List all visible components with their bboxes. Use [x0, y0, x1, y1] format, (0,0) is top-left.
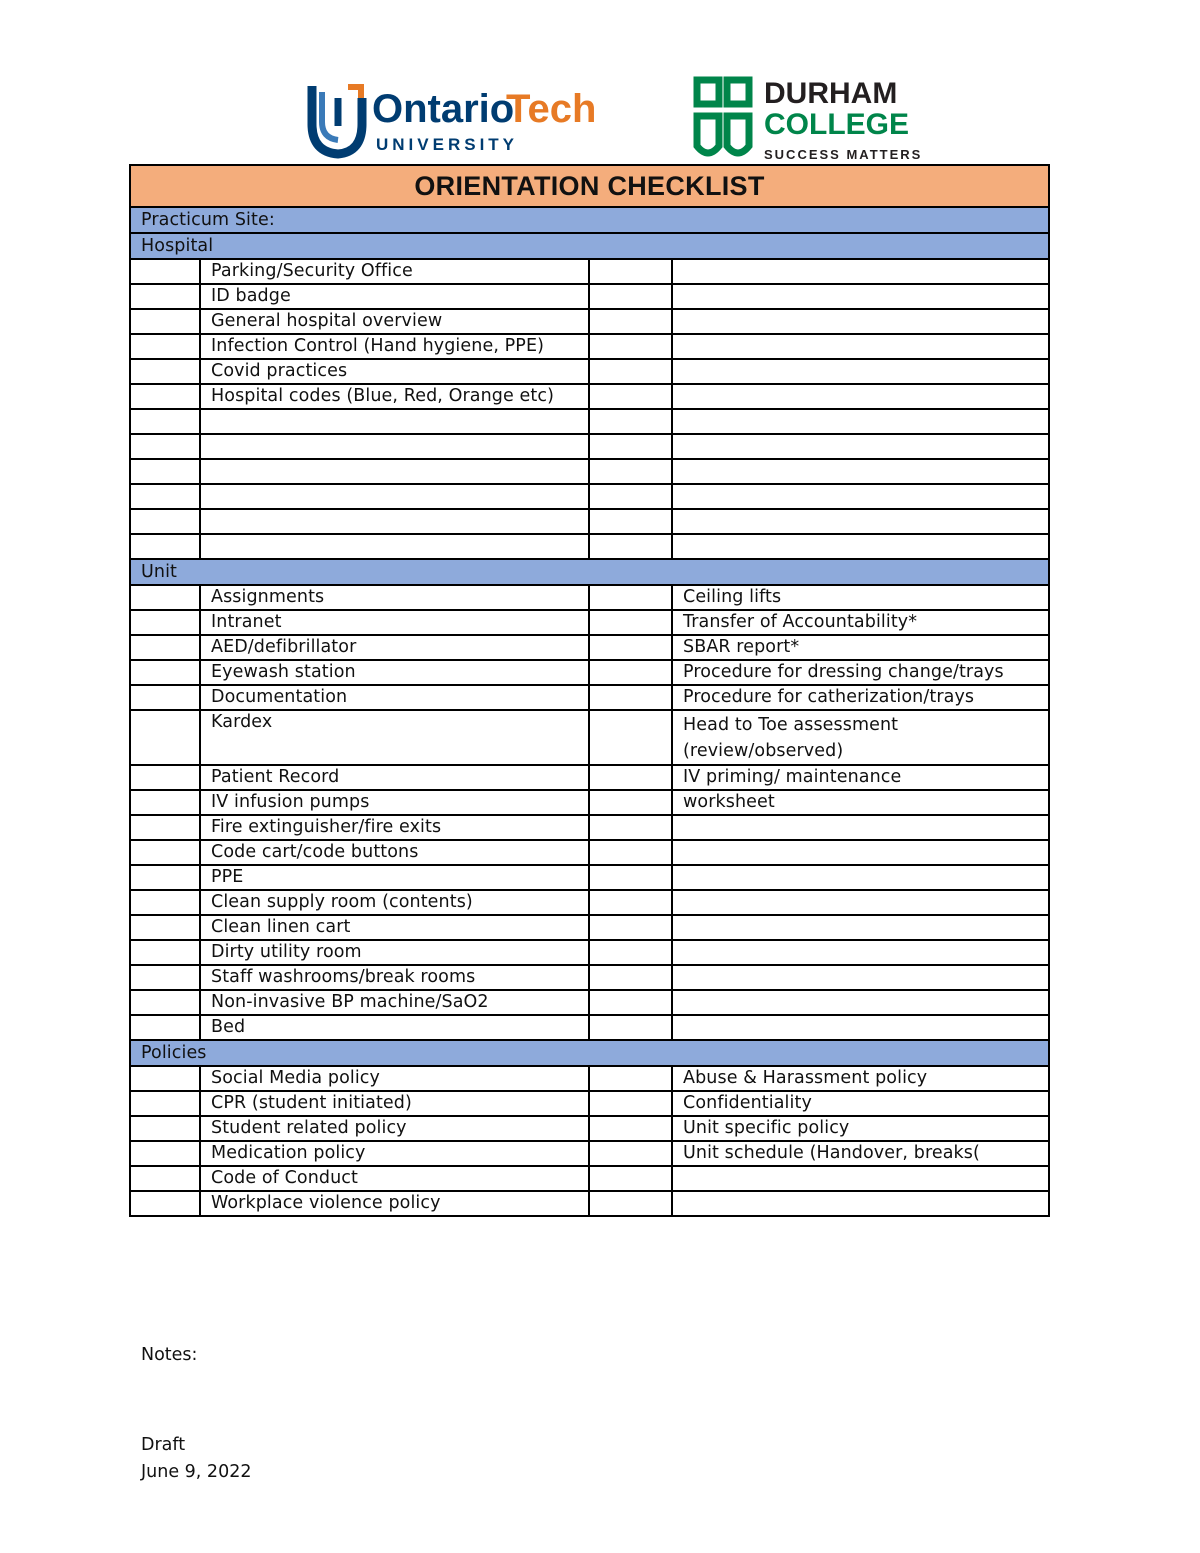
table-row [130, 309, 1049, 334]
check-cell[interactable] [589, 1015, 672, 1040]
item-label: Assignments [200, 585, 589, 610]
table-row [130, 1141, 1049, 1166]
check-cell[interactable] [130, 459, 200, 484]
document-date: June 9, 2022 [141, 1462, 252, 1482]
table-row [130, 940, 1049, 965]
item-label: IV infusion pumps [200, 790, 589, 815]
table-row [130, 840, 1049, 865]
table-row [130, 710, 1049, 765]
check-cell[interactable] [589, 965, 672, 990]
item-label [672, 359, 1049, 384]
item-label: Abuse & Harassment policy [672, 1066, 1049, 1091]
item-label: Staff washrooms/break rooms [200, 965, 589, 990]
check-cell[interactable] [589, 610, 672, 635]
item-label: Intranet [200, 610, 589, 635]
item-label: Procedure for dressing change/trays [672, 660, 1049, 685]
section-label-hospital: Hospital [130, 233, 1049, 259]
section-label-unit: Unit [130, 559, 1049, 585]
check-cell[interactable] [130, 1141, 200, 1166]
check-cell[interactable] [130, 710, 200, 765]
check-cell[interactable] [589, 1116, 672, 1141]
item-label: Patient Record [200, 765, 589, 790]
blank-cell[interactable] [672, 534, 1049, 559]
check-cell[interactable] [589, 259, 672, 284]
ontario-tech-wordmark-1: Ontario [372, 87, 515, 131]
table-row [130, 1191, 1049, 1216]
item-label: AED/defibrillator [200, 635, 589, 660]
check-cell[interactable] [589, 384, 672, 409]
item-label: Bed [200, 1015, 589, 1040]
empty-row [130, 534, 1049, 559]
ontario-tech-wordmark-2: Tech [506, 87, 597, 131]
check-cell[interactable] [130, 359, 200, 384]
check-cell[interactable] [130, 259, 200, 284]
check-cell[interactable] [589, 1141, 672, 1166]
check-cell[interactable] [130, 309, 200, 334]
table-row [130, 259, 1049, 284]
check-cell[interactable] [589, 585, 672, 610]
check-cell[interactable] [130, 865, 200, 890]
empty-row [130, 509, 1049, 534]
check-cell[interactable] [589, 284, 672, 309]
check-cell[interactable] [589, 459, 672, 484]
check-cell[interactable] [589, 710, 672, 765]
footer [141, 1432, 251, 1486]
item-label: Kardex [200, 710, 589, 765]
table-row [130, 1091, 1049, 1116]
check-cell[interactable] [589, 334, 672, 359]
check-cell[interactable] [130, 890, 200, 915]
table-row [130, 865, 1049, 890]
item-label: ID badge [200, 284, 589, 309]
item-label [672, 815, 1049, 840]
item-label: Confidentiality [672, 1091, 1049, 1116]
item-label: Documentation [200, 685, 589, 710]
table-row [130, 384, 1049, 409]
check-cell[interactable] [130, 635, 200, 660]
check-cell[interactable] [130, 915, 200, 940]
check-cell[interactable] [130, 940, 200, 965]
check-cell[interactable] [589, 1066, 672, 1091]
item-label [672, 890, 1049, 915]
table-row [130, 334, 1049, 359]
item-label [672, 1166, 1049, 1191]
check-cell[interactable] [589, 534, 672, 559]
practicum-site-row [130, 207, 1049, 233]
check-cell[interactable] [130, 585, 200, 610]
item-label [672, 1191, 1049, 1216]
check-cell[interactable] [130, 660, 200, 685]
item-label: Unit schedule (Handover, breaks( [672, 1141, 1049, 1166]
item-label: Fire extinguisher/fire exits [200, 815, 589, 840]
check-cell[interactable] [130, 790, 200, 815]
check-cell[interactable] [589, 940, 672, 965]
item-label [672, 915, 1049, 940]
item-label [672, 1015, 1049, 1040]
item-label [672, 309, 1049, 334]
check-cell[interactable] [130, 434, 200, 459]
item-label: Dirty utility room [200, 940, 589, 965]
item-label [672, 940, 1049, 965]
ontario-tech-subtitle: UNIVERSITY [376, 135, 519, 154]
draft-label: Draft [141, 1435, 186, 1455]
item-label: Parking/Security Office [200, 259, 589, 284]
item-label: Code of Conduct [200, 1166, 589, 1191]
blank-cell[interactable] [200, 434, 589, 459]
blank-cell[interactable] [200, 534, 589, 559]
table-row [130, 284, 1049, 309]
check-cell[interactable] [130, 384, 200, 409]
check-cell[interactable] [589, 484, 672, 509]
check-cell[interactable] [130, 840, 200, 865]
item-label: General hospital overview [200, 309, 589, 334]
item-label [672, 965, 1049, 990]
success-matters-tagline: SUCCESS MATTERS [764, 147, 923, 162]
check-cell[interactable] [130, 1166, 200, 1191]
check-cell[interactable] [589, 890, 672, 915]
item-label: CPR (student initiated) [200, 1091, 589, 1116]
check-cell[interactable] [589, 509, 672, 534]
blank-cell[interactable] [672, 484, 1049, 509]
check-cell[interactable] [589, 660, 672, 685]
table-row [130, 815, 1049, 840]
checklist-title-row [130, 165, 1049, 207]
check-cell[interactable] [589, 685, 672, 710]
check-cell[interactable] [130, 334, 200, 359]
check-cell[interactable] [130, 1191, 200, 1216]
empty-row [130, 434, 1049, 459]
check-cell[interactable] [589, 635, 672, 660]
item-label: Social Media policy [200, 1066, 589, 1091]
table-row [130, 1116, 1049, 1141]
check-cell[interactable] [589, 409, 672, 434]
item-label: Medication policy [200, 1141, 589, 1166]
empty-row [130, 459, 1049, 484]
item-label: Head to Toe assessment (review/observed) [672, 710, 1049, 765]
check-cell[interactable] [130, 610, 200, 635]
check-cell[interactable] [130, 990, 200, 1015]
check-cell[interactable] [589, 815, 672, 840]
check-cell[interactable] [130, 509, 200, 534]
item-label [672, 259, 1049, 284]
item-label: Workplace violence policy [200, 1191, 589, 1216]
item-label: Student related policy [200, 1116, 589, 1141]
check-cell[interactable] [589, 915, 672, 940]
item-label: Hospital codes (Blue, Red, Orange etc) [200, 384, 589, 409]
item-label: SBAR report* [672, 635, 1049, 660]
table-row [130, 1066, 1049, 1091]
item-label: Ceiling lifts [672, 585, 1049, 610]
table-row [130, 585, 1049, 610]
blank-cell[interactable] [200, 484, 589, 509]
table-row [130, 1015, 1049, 1040]
table-row [130, 990, 1049, 1015]
item-label [672, 840, 1049, 865]
blank-cell[interactable] [200, 459, 589, 484]
table-row [130, 790, 1049, 815]
table-row [130, 1166, 1049, 1191]
blank-cell[interactable] [672, 434, 1049, 459]
check-cell[interactable] [589, 790, 672, 815]
check-cell[interactable] [589, 359, 672, 384]
checklist-title: ORIENTATION CHECKLIST [130, 165, 1049, 207]
check-cell[interactable] [130, 965, 200, 990]
table-row [130, 359, 1049, 384]
durham-college-logo [694, 76, 923, 164]
check-cell[interactable] [589, 1166, 672, 1191]
table-row [130, 765, 1049, 790]
check-cell[interactable] [589, 840, 672, 865]
check-cell[interactable] [130, 685, 200, 710]
item-label: IV priming/ maintenance [672, 765, 1049, 790]
item-label [672, 865, 1049, 890]
item-label [672, 384, 1049, 409]
check-cell[interactable] [589, 765, 672, 790]
orientation-checklist-table [129, 164, 1050, 1217]
table-row [130, 965, 1049, 990]
item-label: Clean linen cart [200, 915, 589, 940]
check-cell[interactable] [589, 990, 672, 1015]
check-cell[interactable] [130, 534, 200, 559]
item-label: Eyewash station [200, 660, 589, 685]
blank-cell[interactable] [672, 459, 1049, 484]
check-cell[interactable] [589, 1091, 672, 1116]
item-label [672, 334, 1049, 359]
item-label: Clean supply room (contents) [200, 890, 589, 915]
blank-cell[interactable] [672, 509, 1049, 534]
blank-cell[interactable] [200, 409, 589, 434]
table-row [130, 915, 1049, 940]
check-cell[interactable] [130, 815, 200, 840]
item-label: Unit specific policy [672, 1116, 1049, 1141]
check-cell[interactable] [130, 1066, 200, 1091]
table-row [130, 635, 1049, 660]
item-label [672, 284, 1049, 309]
table-row [130, 660, 1049, 685]
check-cell[interactable] [589, 434, 672, 459]
item-label: Procedure for catherization/trays [672, 685, 1049, 710]
table-row [130, 685, 1049, 710]
item-label: Non-invasive BP machine/SaO2 [200, 990, 589, 1015]
check-cell[interactable] [589, 865, 672, 890]
check-cell[interactable] [130, 284, 200, 309]
header-logos [0, 0, 1200, 165]
durham-wordmark: DURHAM [764, 77, 898, 110]
item-label: PPE [200, 865, 589, 890]
practicum-site-label: Practicum Site: [130, 207, 1049, 233]
check-cell[interactable] [130, 1091, 200, 1116]
item-label [672, 990, 1049, 1015]
check-cell[interactable] [130, 409, 200, 434]
item-label: worksheet [672, 790, 1049, 815]
section-label-policies: Policies [130, 1040, 1049, 1066]
item-label: Covid practices [200, 359, 589, 384]
check-cell[interactable] [130, 765, 200, 790]
check-cell[interactable] [130, 1116, 200, 1141]
empty-row [130, 409, 1049, 434]
blank-cell[interactable] [672, 409, 1049, 434]
item-label: Infection Control (Hand hygiene, PPE) [200, 334, 589, 359]
blank-cell[interactable] [200, 509, 589, 534]
college-wordmark: COLLEGE [764, 108, 910, 141]
item-label: Transfer of Accountability* [672, 610, 1049, 635]
check-cell[interactable] [589, 1191, 672, 1216]
item-label: Code cart/code buttons [200, 840, 589, 865]
check-cell[interactable] [130, 484, 200, 509]
section-header-hospital [130, 233, 1049, 259]
notes-label: Notes: [141, 1345, 198, 1365]
check-cell[interactable] [130, 1015, 200, 1040]
ontario-tech-logo [308, 78, 608, 158]
table-row [130, 890, 1049, 915]
empty-row [130, 484, 1049, 509]
table-row [130, 610, 1049, 635]
section-header-unit [130, 559, 1049, 585]
check-cell[interactable] [589, 309, 672, 334]
section-header-policies [130, 1040, 1049, 1066]
